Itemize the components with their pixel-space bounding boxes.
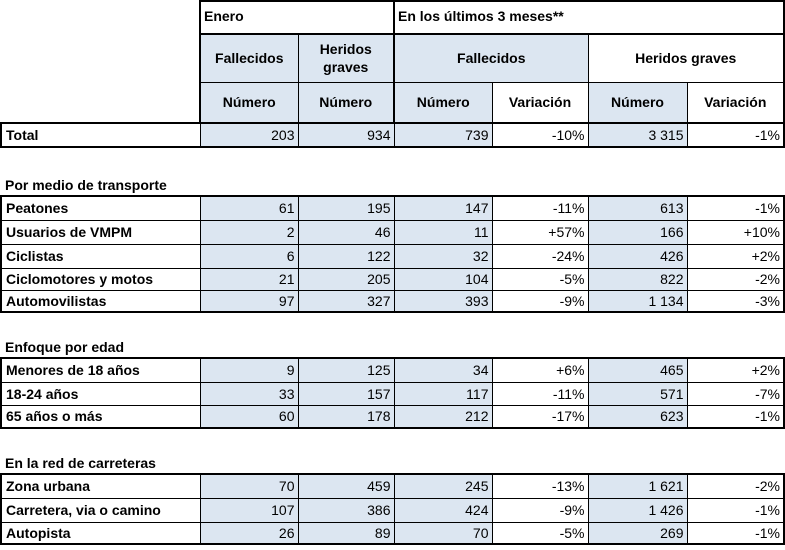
row-label: 18-24 años bbox=[1, 382, 200, 405]
cell-value: -10% bbox=[492, 123, 588, 147]
cell-value: 571 bbox=[588, 382, 687, 405]
cell-value: 107 bbox=[200, 498, 298, 522]
subheader-heridos-line2: graves bbox=[323, 59, 369, 76]
cell-value: 205 bbox=[298, 268, 394, 290]
cell-value: -1% bbox=[687, 498, 784, 522]
cell-value: +10% bbox=[687, 220, 784, 244]
row-label: Usuarios de VMPM bbox=[1, 220, 200, 244]
cell-value: 1 426 bbox=[588, 498, 687, 522]
cell-value: 623 bbox=[588, 405, 687, 428]
cell-value: 166 bbox=[588, 220, 687, 244]
cell-value: 122 bbox=[298, 244, 394, 268]
cell-value: -24% bbox=[492, 244, 588, 268]
cell-value: -5% bbox=[492, 522, 588, 544]
subheader-fallecidos: Fallecidos bbox=[200, 34, 298, 82]
cell-value: 32 bbox=[394, 244, 492, 268]
row-label: Carretera, via o camino bbox=[1, 498, 200, 522]
table-row-total bbox=[1, 123, 784, 147]
cell-value: -1% bbox=[687, 196, 784, 220]
cell-value: -13% bbox=[492, 474, 588, 498]
cell-value: 1 134 bbox=[588, 290, 687, 312]
cell-value: -1% bbox=[687, 405, 784, 428]
corner-empty bbox=[1, 1, 200, 34]
table-row bbox=[1, 522, 784, 544]
section-title-edad: Enfoque por edad bbox=[5, 339, 124, 355]
cell-value: 21 bbox=[200, 268, 298, 290]
cell-value: 33 bbox=[200, 382, 298, 405]
cell-value: 147 bbox=[394, 196, 492, 220]
subheader-fallecidos-3m: Fallecidos bbox=[394, 34, 588, 82]
row-label: 65 años o más bbox=[1, 405, 200, 428]
section-title-carreteras: En la red de carreteras bbox=[5, 455, 156, 471]
cell-value: 613 bbox=[588, 196, 687, 220]
row-label: Menores de 18 años bbox=[1, 358, 200, 382]
cell-value: 70 bbox=[200, 474, 298, 498]
cell-value: 46 bbox=[298, 220, 394, 244]
table-row bbox=[1, 244, 784, 268]
cell-value: 739 bbox=[394, 123, 492, 147]
group-header-last-3-months: En los últimos 3 meses** bbox=[394, 1, 784, 34]
cell-value: 3 315 bbox=[588, 123, 687, 147]
table-row bbox=[1, 268, 784, 290]
cell-value: 60 bbox=[200, 405, 298, 428]
row-label: Autopista bbox=[1, 522, 200, 544]
cell-value: +2% bbox=[687, 358, 784, 382]
cell-value: 97 bbox=[200, 290, 298, 312]
cell-value: +6% bbox=[492, 358, 588, 382]
row-label: Ciclistas bbox=[1, 244, 200, 268]
cell-value: 934 bbox=[298, 123, 394, 147]
cell-value: 393 bbox=[394, 290, 492, 312]
cell-value: 11 bbox=[394, 220, 492, 244]
unit-numero: Número bbox=[298, 82, 394, 123]
cell-value: 465 bbox=[588, 358, 687, 382]
table-row bbox=[1, 358, 784, 382]
cell-value: 386 bbox=[298, 498, 394, 522]
cell-value: -9% bbox=[492, 498, 588, 522]
cell-value: 89 bbox=[298, 522, 394, 544]
cell-value: 178 bbox=[298, 405, 394, 428]
cell-value: 269 bbox=[588, 522, 687, 544]
cell-value: 6 bbox=[200, 244, 298, 268]
cell-value: 9 bbox=[200, 358, 298, 382]
cell-value: 424 bbox=[394, 498, 492, 522]
cell-value: -11% bbox=[492, 196, 588, 220]
row-label: Total bbox=[1, 123, 200, 147]
unit-numero: Número bbox=[588, 82, 687, 123]
cell-value: 822 bbox=[588, 268, 687, 290]
cell-value: -11% bbox=[492, 382, 588, 405]
cell-value: -9% bbox=[492, 290, 588, 312]
corner-empty bbox=[1, 34, 200, 82]
cell-value: 157 bbox=[298, 382, 394, 405]
cell-value: -2% bbox=[687, 268, 784, 290]
cell-value: 117 bbox=[394, 382, 492, 405]
subheader-heridos-graves-3m: Heridos graves bbox=[588, 34, 784, 82]
table-row bbox=[1, 498, 784, 522]
cell-value: 61 bbox=[200, 196, 298, 220]
section-title-transporte: Por medio de transporte bbox=[5, 177, 167, 193]
unit-variacion: Variación bbox=[687, 82, 784, 123]
row-label: Automovilistas bbox=[1, 290, 200, 312]
cell-value: -17% bbox=[492, 405, 588, 428]
table-row bbox=[1, 196, 784, 220]
cell-value: 459 bbox=[298, 474, 394, 498]
subheader-heridos-graves bbox=[298, 34, 394, 82]
table-row bbox=[1, 220, 784, 244]
cell-value: 1 621 bbox=[588, 474, 687, 498]
row-label: Zona urbana bbox=[1, 474, 200, 498]
cell-value: -7% bbox=[687, 382, 784, 405]
group-header-january: Enero bbox=[200, 1, 394, 34]
cell-value: 2 bbox=[200, 220, 298, 244]
cell-value: -3% bbox=[687, 290, 784, 312]
cell-value: 26 bbox=[200, 522, 298, 544]
table-row bbox=[1, 382, 784, 405]
unit-numero: Número bbox=[394, 82, 492, 123]
cell-value: +57% bbox=[492, 220, 588, 244]
unit-variacion: Variación bbox=[492, 82, 588, 123]
cell-value: 327 bbox=[298, 290, 394, 312]
cell-value: -5% bbox=[492, 268, 588, 290]
cell-value: 195 bbox=[298, 196, 394, 220]
cell-value: -2% bbox=[687, 474, 784, 498]
cell-value: 70 bbox=[394, 522, 492, 544]
cell-value: +2% bbox=[687, 244, 784, 268]
cell-value: 212 bbox=[394, 405, 492, 428]
cell-value: 426 bbox=[588, 244, 687, 268]
cell-value: 245 bbox=[394, 474, 492, 498]
table-row bbox=[1, 474, 784, 498]
subheader-heridos-line1: Heridos bbox=[319, 41, 372, 58]
cell-value: 125 bbox=[298, 358, 394, 382]
corner-empty bbox=[1, 82, 200, 123]
row-label: Ciclomotores y motos bbox=[1, 268, 200, 290]
cell-value: 34 bbox=[394, 358, 492, 382]
cell-value: -1% bbox=[687, 522, 784, 544]
cell-value: 104 bbox=[394, 268, 492, 290]
table-row bbox=[1, 290, 784, 312]
unit-numero: Número bbox=[200, 82, 298, 123]
cell-value: 203 bbox=[200, 123, 298, 147]
cell-value: -1% bbox=[687, 123, 784, 147]
row-label: Peatones bbox=[1, 196, 200, 220]
table-row bbox=[1, 405, 784, 428]
